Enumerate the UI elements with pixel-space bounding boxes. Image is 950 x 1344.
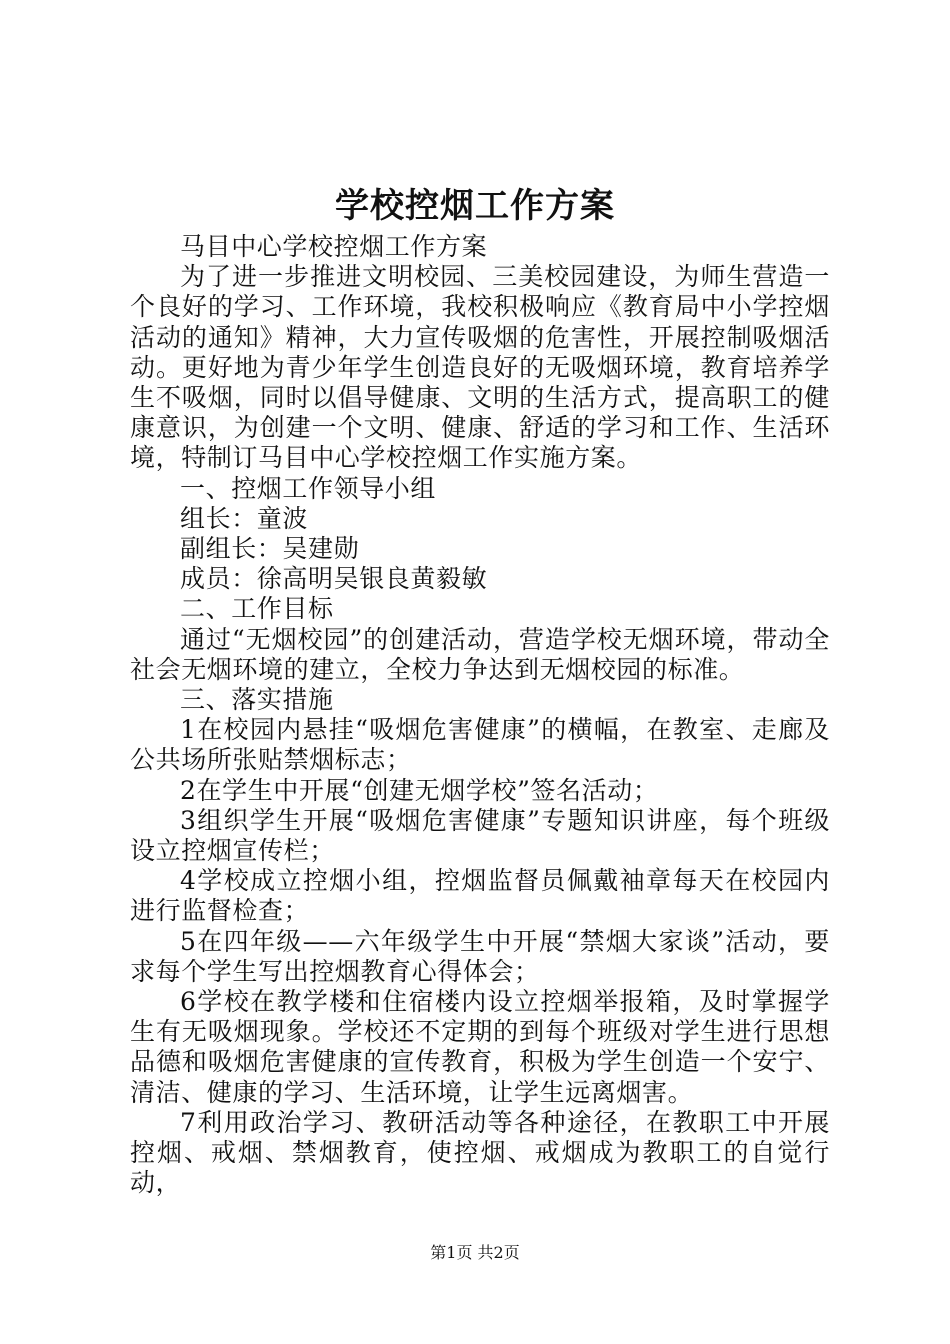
measure-item-3: 3组织学生开展“吸烟危害健康”专题知识讲座，每个班级设立控烟宣传栏； — [130, 805, 830, 866]
section-heading-goals: 二、工作目标 — [180, 594, 334, 624]
section-heading-leadership: 一、控烟工作领导小组 — [180, 473, 437, 503]
document-title: 学校控烟工作方案 — [335, 186, 615, 226]
page-number-footer: 第1页 共2页 — [430, 1243, 520, 1262]
section-heading-measures: 三、落实措施 — [180, 685, 334, 715]
measure-item-6: 6学校在教学楼和住宿楼内设立控烟举报箱，及时掌握学生有无吸烟现象。学校还不定期的到每个班级对学生进行思想品德和吸烟危害健康的宣传教育，积极为学生创造一个安宁、清洁、健康的学习、生活环境，让学生远离烟害。 — [130, 987, 830, 1107]
paragraph-leader: 组长：童波 — [180, 503, 309, 533]
paragraph-subtitle: 马目中心学校控烟工作方案 — [180, 232, 488, 261]
document-body — [130, 232, 830, 1199]
measure-item-5: 5在四年级——六年级学生中开展“禁烟大家谈”活动，要求每个学生写出控烟教育心得体会； — [130, 926, 830, 986]
paragraph-intro: 为了进一步推进文明校园、三美校园建设，为师生营造一个良好的学习、工作环境，我校积极响应《教育局中小学控烟活动的通知》精神，大力宣传吸烟的危害性，开展控制吸烟活动。更好地为青少年学生创造良好的无吸烟环境，教育培养学生不吸烟，同时以倡导健康、文明的生活方式，提高职工的健康意识，为创建一个文明、健康、舒适的学习和工作、生活环境，特制订马目中心学校控烟工作实施方案。 — [130, 262, 830, 473]
measure-item-7: 7利用政治学习、教研活动等各种途径，在教职工中开展控烟、戒烟、禁烟教育，使控烟、戒烟成为教职工的自觉行动， — [130, 1107, 830, 1198]
paragraph-goals: 通过“无烟校园”的创建活动，营造学校无烟环境，带动全社会无烟环境的建立，全校力争达到无烟校园的标准。 — [130, 624, 830, 684]
paragraph-members: 成员：徐高明吴银良黄毅敏 — [180, 564, 488, 594]
measure-item-4: 4学校成立控烟小组，控烟监督员佩戴袖章每天在校园内进行监督检查； — [130, 866, 830, 926]
paragraph-deputy-leader: 副组长：吴建勋 — [180, 534, 360, 564]
measure-item-1: 1在校园内悬挂“吸烟危害健康”的横幅，在教室、走廊及公共场所张贴禁烟标志； — [130, 715, 830, 775]
measure-item-2: 2在学生中开展“创建无烟学校”签名活动； — [180, 775, 659, 805]
